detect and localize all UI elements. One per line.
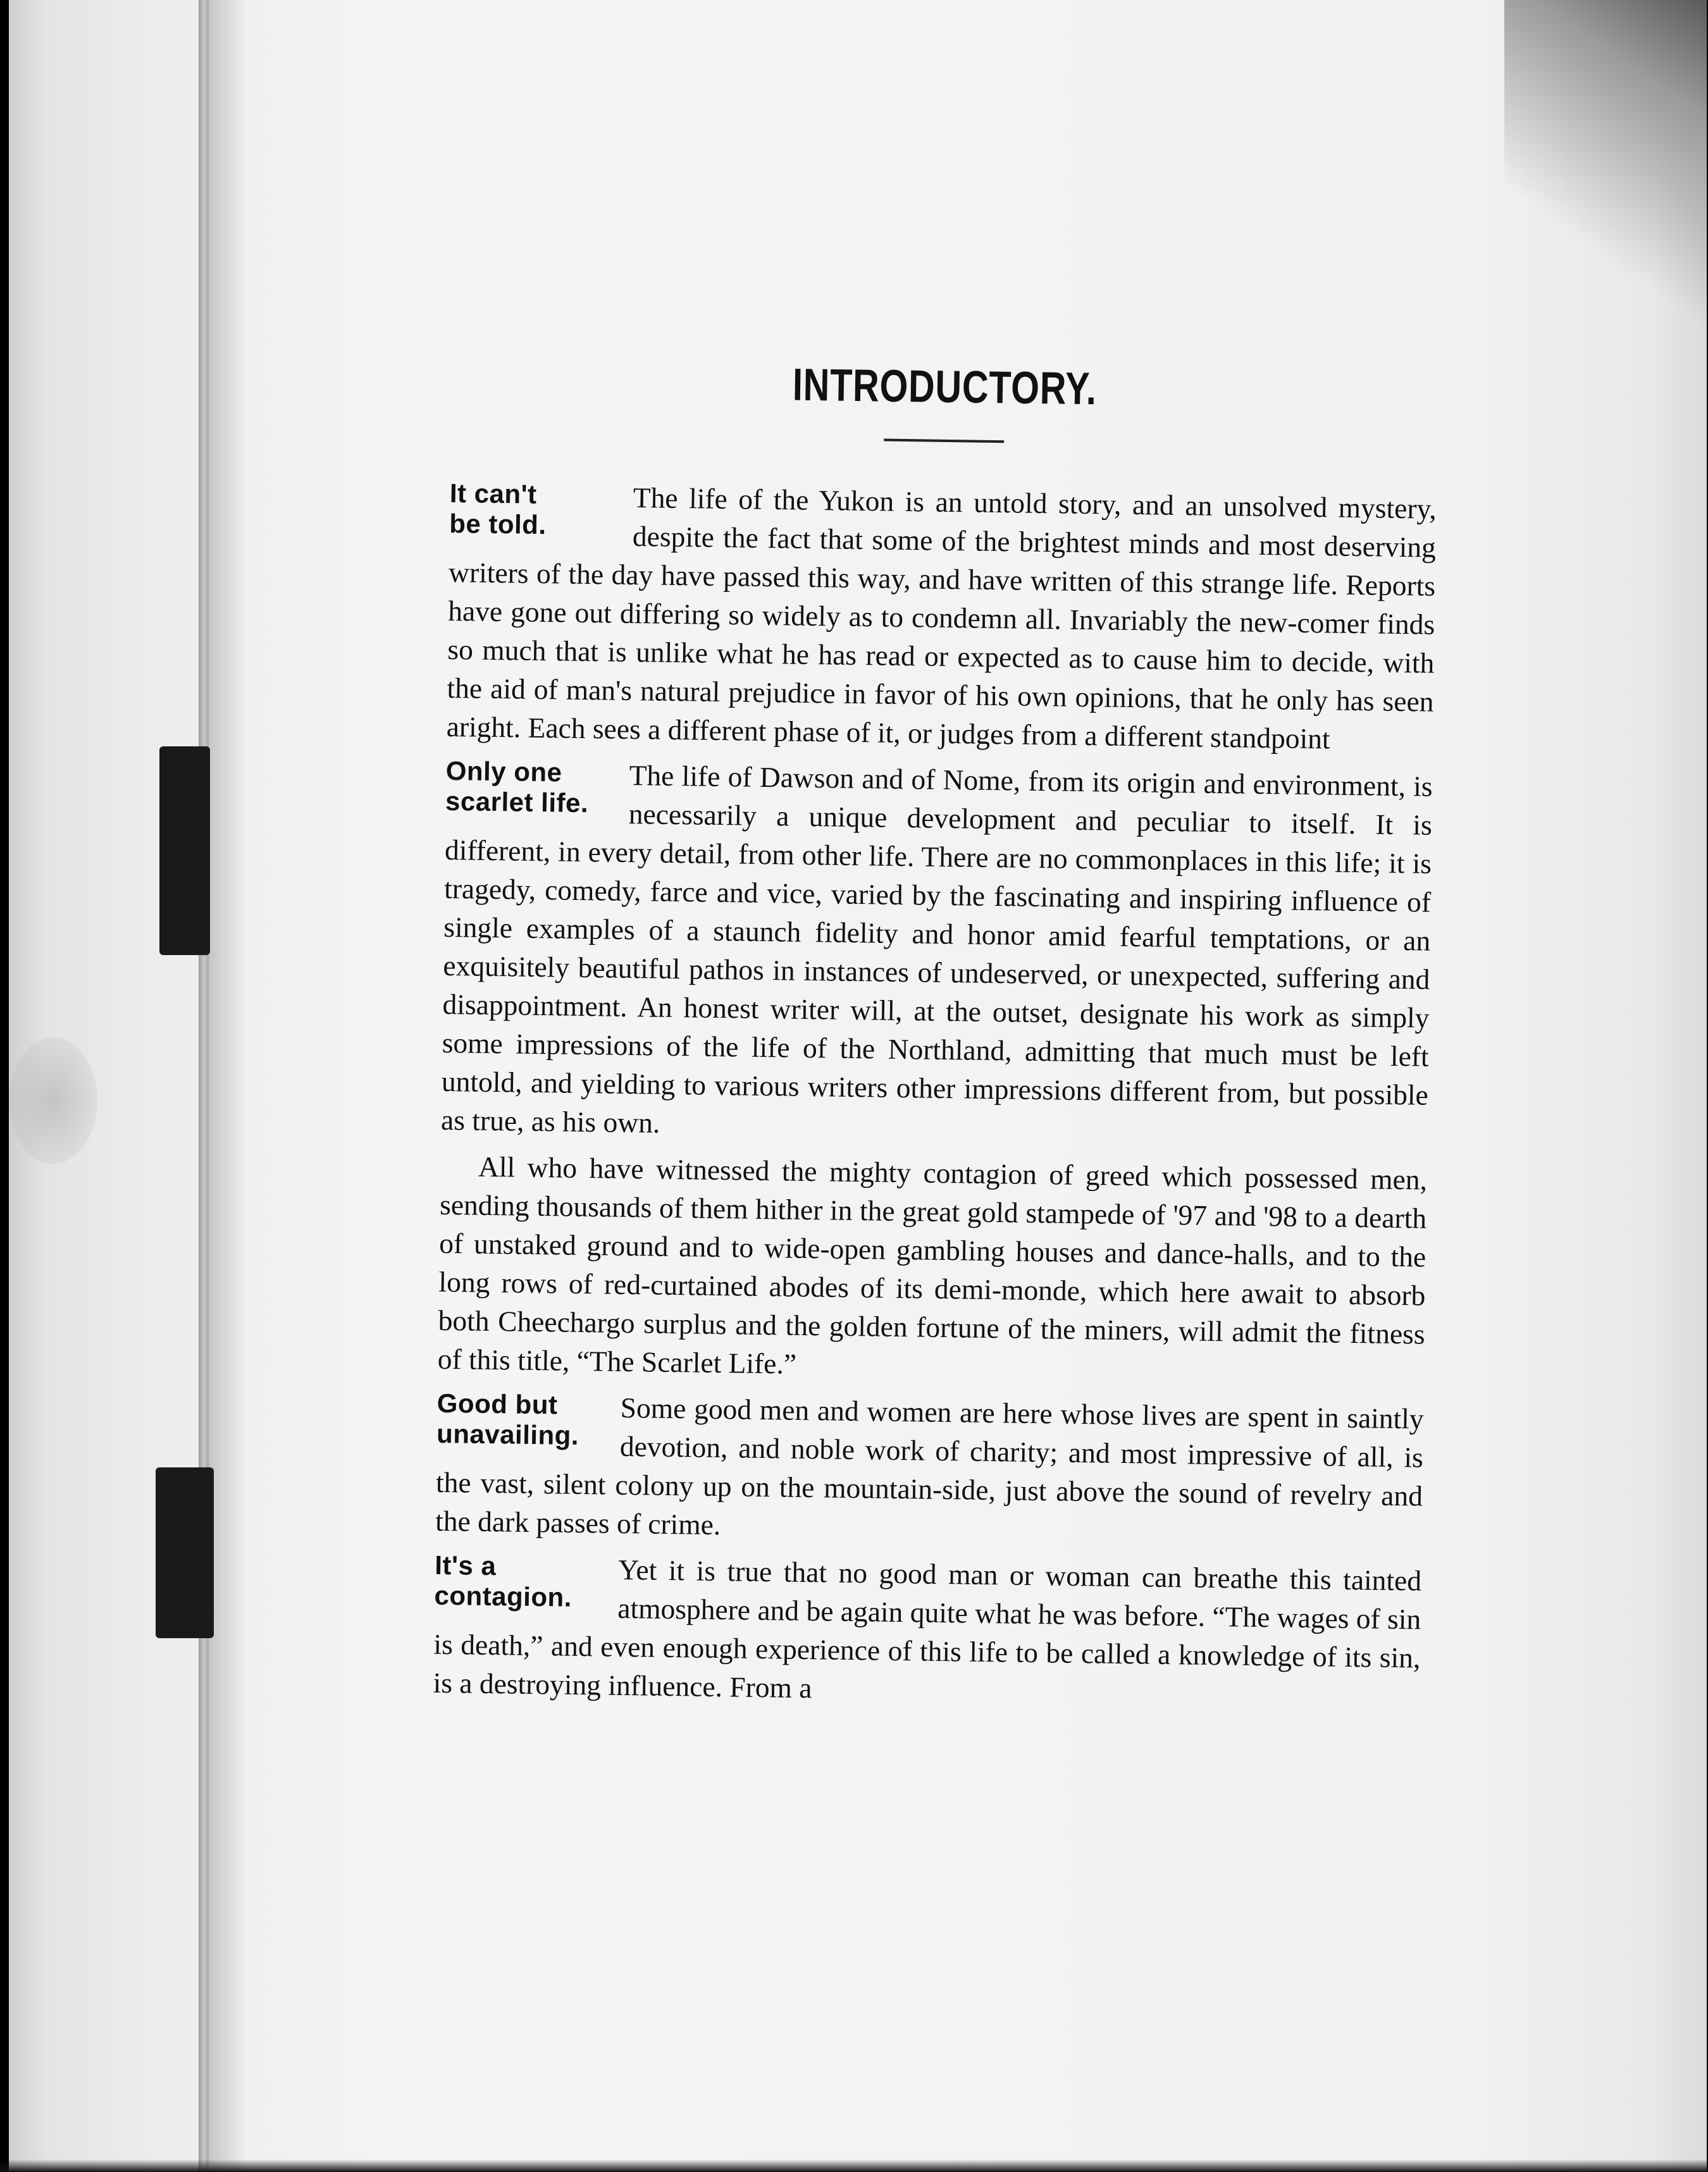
paragraph: The life of Dawson and of Nome, from its origin and environment, is necessarily a unique development and peculiar to itself. It is different, in every detail, from other life. There are no commonplaces in this life; it is tragedy, comedy, farce and vice, varied by the fascinating and inspiring influence of single examples of a staunch fidelity and honor amid fearful temptations, or an exquisitely beautiful pathos in instances of undeserved, or unexpected, suffering and disappointment. An honest writer will, at the outset, designate his work as simply some impressions of the life of the Northland, admitting that much must be left untold, and yielding to various writers other impressions different from, but possible as true, as his own. — [440, 758, 1433, 1139]
margin-note — [449, 476, 633, 541]
margin-note-line: Only one — [445, 755, 562, 787]
paper-sheet — [9, 0, 1707, 2172]
margin-note-line: scarlet life. — [445, 786, 589, 818]
margin-note-line: It can't — [449, 478, 537, 509]
worn-corner — [1504, 0, 1707, 329]
section-contagion-of-greed — [437, 1147, 1427, 1392]
margin-note-line: be told. — [449, 508, 547, 540]
section-its-a-contagion — [433, 1548, 1421, 1716]
paper-stain — [9, 1037, 97, 1164]
margin-note-line: contagion. — [434, 1580, 572, 1612]
paragraph: The life of the Yukon is an untold story, and an unsolved mystery, despite the fact that some of the brightest minds and most deserving writers of the day have passed this way, and have written of this strange life. Reports have gone out differing so widely as to condemn all. Invariably the new-comer finds so much that is unlike what he has read or expected as to cause him to decide, with the aid of man's natural prejudice in favor of his own opinions, that he only has seen aright. Each sees a different phase of it, or judges from a different standpoint — [446, 481, 1437, 755]
binding-tape-upper — [159, 746, 210, 955]
page-bottom-edge — [0, 2159, 1708, 2172]
margin-note-line: It's a — [434, 1550, 497, 1581]
section-scarlet-life — [441, 753, 1433, 1153]
margin-note — [434, 1548, 618, 1614]
text-column — [433, 354, 1439, 1724]
margin-note — [436, 1386, 621, 1452]
margin-note-line: unavailing. — [436, 1418, 579, 1450]
paragraph: Some good men and women are here whose lives are spent in saintly devotion, and noble work of charity; and most impressive of all, is the vast, silent colony up on the mountain-side, just above the sound of revelry and the dark passes of crime. — [435, 1391, 1425, 1541]
title-divider — [884, 439, 1004, 443]
margin-note — [445, 753, 629, 819]
section-good-but-unavailing — [435, 1386, 1424, 1554]
page-title: INTRODUCTORY. — [792, 359, 1098, 415]
paragraph: All who have witnessed the mighty contagion of greed which possessed men, sending thousands of them hither in the great gold stampede of '97 and '98 to a dearth of unstaked ground and to wide-open gambling houses and dance-halls, and to the long rows of red-curtained abodes of its demi-monde, which here await to absorb both Cheechargo surplus and the golden fortune of the miners, will admit the fitness of this title, “The Scarlet Life.” — [437, 1150, 1428, 1380]
binding-spine — [199, 0, 209, 2172]
margin-note-line: Good but — [436, 1388, 558, 1420]
binding-tape-lower — [156, 1467, 214, 1638]
spine-shadow — [209, 0, 247, 2172]
paragraph: Yet it is true that no good man or woman can breathe this tainted atmosphere and be again quite what he was before. “The wages of sin is death,” and even enough experience of this life to be called a knowledge of its sin, is a destroying influence. From a — [433, 1553, 1422, 1705]
section-untold-story — [446, 476, 1437, 760]
